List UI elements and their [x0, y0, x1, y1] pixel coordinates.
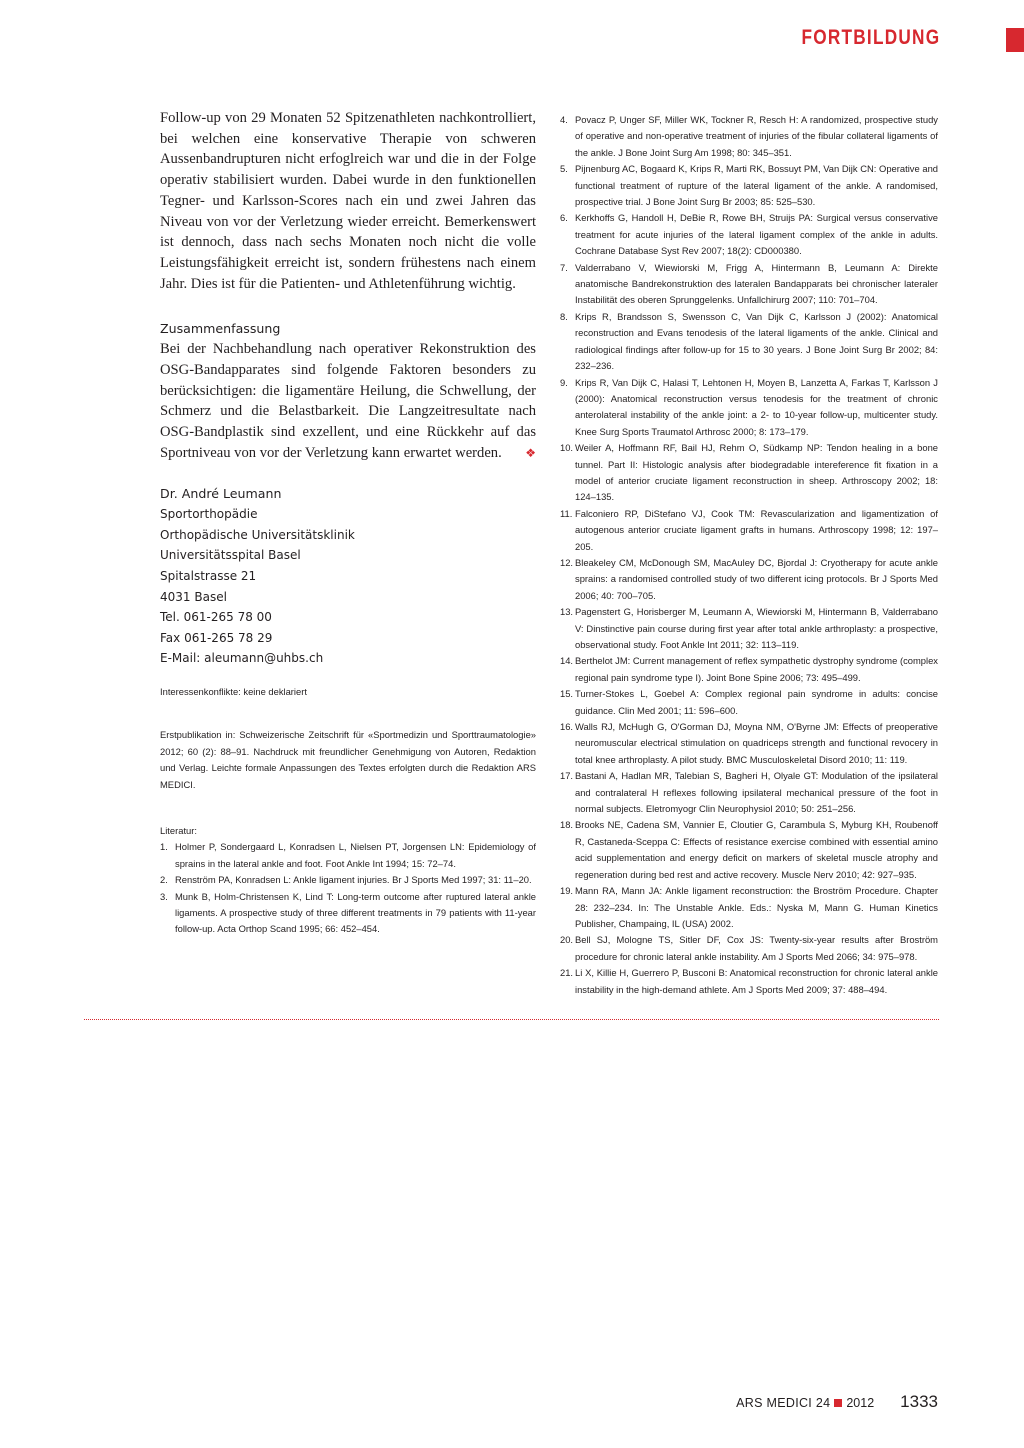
section-label: FORTBILDUNG — [801, 26, 940, 49]
reference-item — [160, 872, 536, 888]
reference-item — [560, 965, 938, 998]
reference-item — [160, 839, 536, 872]
reference-number: 17. — [560, 770, 574, 782]
author-line: Tel. 061-265 78 00 — [160, 610, 272, 625]
reference-text: Renström PA, Konradsen L: Ankle ligament injuries. Br J Sports Med 1997; 31: 11–20. — [175, 874, 532, 886]
reference-number: 4. — [560, 114, 568, 125]
reference-item — [560, 112, 938, 161]
square-separator-icon — [834, 1399, 842, 1407]
reference-number: 8. — [560, 310, 568, 322]
author-email[interactable]: E-Mail: aleumann@uhbs.ch — [160, 651, 324, 666]
reference-item — [560, 719, 938, 768]
reference-text: Li X, Killie H, Guerrero P, Busconi B: Anatomical reconstruction for chronic lateral ankle instability in the high-demand athlete. Am J Sports Med 2009; 37: 488–494. — [575, 967, 938, 995]
section-marker — [1006, 28, 1024, 52]
reference-number: 12. — [560, 556, 574, 568]
author-block — [160, 484, 536, 669]
reference-item — [560, 555, 938, 604]
reference-text: Pijnenburg AC, Bogaard K, Krips R, Marti RK, Bossuyt PM, Van Dijk CN: Operative and functional treatment of rupture of the lateral ligament of the ankle. A randomised, prospective trial. J Bone Joint Surg Br 2003; 85: 525–530. — [575, 163, 938, 208]
conflicts-note: Interessenkonflikte: keine deklariert — [160, 685, 307, 697]
reference-item — [560, 768, 938, 817]
reference-number: 13. — [560, 606, 574, 618]
right-column — [560, 112, 938, 998]
reference-list-left — [160, 839, 536, 937]
reference-item — [560, 506, 938, 555]
reference-number: 14. — [560, 655, 574, 667]
reference-text: Bell SJ, Mologne TS, Sitler DF, Cox JS: Twenty-six-year results after Broström procedure for chronic lateral ankle instability. Am J Sports Med 2066; 34: 975–978. — [575, 934, 938, 962]
reference-number: 9. — [560, 376, 568, 388]
reference-item — [560, 210, 938, 259]
publication-note: Erstpublikation in: Schweizerische Zeitschrift für «Sportmedizin und Sporttraumatologie» 2012; 60 (2): 88–91. Nachdruck mit freundlicher Genehmigung von Autoren, Redaktion und Verlag. Leichte formale Anpassungen des Textes erfolgten durch die Redaktion ARS MEDICI. — [160, 729, 536, 790]
reference-number: 5. — [560, 163, 568, 175]
body-paragraph: Follow-up von 29 Monaten 52 Spitzenathleten nachkontrolliert, bei welchen eine konservative Therapie von schweren Aussenbandrupturen nicht erfoglreich war und die in der Folge operativ stabilisiert wurden. Dabei wurde in den funktionellen Tegner- und Karlsson-Scores nach ein und zwei Jahren das Niveau von vor der Verletzung wieder erreicht. Bemerkenswert ist dennoch, dass nach sechs Monaten noch nicht die volle Leistungsfähigkeit erreicht ist, sondern frühestens nach einem Jahr. Dies ist für die Patienten- und Athletenführung wichtig. — [160, 110, 536, 292]
author-line: Fax 061-265 78 29 — [160, 630, 273, 645]
reference-number: 15. — [560, 688, 574, 700]
reference-text: Walls RJ, McHugh G, O'Gorman DJ, Moyna NM, O'Byrne JM: Effects of preoperative neuromuscular electrical stimulation on quadriceps strength and functional revocery in total knee arthroplasty. A pilot study. BMC Musculoskeletal Disord 2010; 11: 119. — [575, 721, 938, 765]
left-column — [160, 108, 536, 938]
reference-text: Kerkhoffs G, Handoll H, DeBie R, Rowe BH, Struijs PA: Surgical versus conservative treatment for acute injuries of the lateral ligament complex of the ankle in adults. Cochrane Database Syst Rev 2007; 18(2): CD000380. — [575, 212, 938, 257]
summary-text: Bei der Nachbehandlung nach operativer Rekonstruktion des OSG-Bandapparates sind folgende Faktoren besonders zu berücksichtigen: die ligamentäre Heilung, die Schwellung, der Schmerz und die Belastbarkeit. Die Langzeitresultate nach OSG-Bandplastik sind exzellent, und eine Rückkehr auf das Sportniveau von vor der Verletzung kann erwartet werden. — [160, 341, 536, 461]
reference-number: 21. — [560, 967, 574, 979]
reference-list-right — [560, 112, 938, 998]
author-line: Universitätsspital Basel — [160, 548, 301, 563]
end-mark-icon: ❖ — [525, 445, 536, 460]
author-line: Spitalstrasse 21 — [160, 568, 257, 583]
reference-item — [560, 375, 938, 441]
author-line: Orthopädische Universitätsklinik — [160, 527, 355, 542]
reference-number: 7. — [560, 261, 568, 273]
summary-paragraph — [160, 339, 536, 463]
reference-number: 16. — [560, 721, 574, 733]
reference-text: Pagenstert G, Horisberger M, Leumann A, Wiewiorski M, Hintermann B, Valderrabano V: Dinstinctive pain course during first year after total ankle arthroplasty: a prospective, observational study. Foot Ankle Int 2011; 32: 113–119. — [575, 606, 938, 650]
reference-text: Povacz P, Unger SF, Miller WK, Tockner R, Resch H: A randomized, prospective study of operative and non-operative treatment of injuries of the fibular collateral ligaments of the ankle. J Bone Joint Surg Am 1998; 80: 345–351. — [575, 114, 938, 158]
reference-text: Bleakeley CM, McDonough SM, MacAuley DC, Bjordal J: Cryotherapy for acute ankle sprains: a randomised controlled study of two different icing protocols. Br J Sports Med 2006; 40: 700–705. — [575, 556, 938, 601]
author-line: 4031 Basel — [160, 589, 227, 604]
reference-text: Krips R, Brandsson S, Swensson C, Van Dijk C, Karlsson J (2002): Anatomical reconstruction and Evans tenodesis of the lateral ligaments of the ankle. Clinical and radiological findings after follow-up for 15 to 30 years. J Bone Joint Surg Br 2002; 84: 232–236. — [575, 310, 938, 372]
reference-number: 3. — [160, 890, 168, 902]
reference-text: Holmer P, Sondergaard L, Konradsen L, Nielsen PT, Jorgensen LN: Epidemiology of sprains in the lateral ankle and foot. Foot Ankle Int 1994; 15: 72–74. — [175, 841, 536, 869]
reference-text: Brooks NE, Cadena SM, Vannier E, Cloutier G, Carambula S, Myburg KH, Roubenoff R, Castaneda-Sceppa C: Effects of resistance exercise combined with essential amino acid supplementation and energy deficit on markers of skeletal muscle atrophy and regeneration during bed rest and active recovery. Muscle Nerv 2010; 42: 927–935. — [575, 819, 938, 880]
reference-text: Berthelot JM: Current management of reflex sympathetic dystrophy syndrome (complex regional pain syndrome type I). Joint Bone Spine 2006; 73: 495–499. — [575, 655, 938, 683]
literatur-label: Literatur: — [160, 824, 197, 836]
reference-text: Mann RA, Mann JA: Ankle ligament reconstruction: the Broström Procedure. Chapter 28: 232–234. In: The Unstable Ankle. Eds.: Nyska M, Mann G. Human Kinetics Publisher, Champaing, IL (USA) 2002. — [575, 885, 938, 929]
dotted-divider — [84, 1019, 939, 1020]
reference-number: 1. — [160, 841, 168, 853]
reference-text: Krips R, Van Dijk C, Halasi T, Lehtonen H, Moyen B, Lanzetta A, Farkas T, Karlsson J (2000): Anatomical reconstruction versus tenodesis for the treatment of chronic anterolateral instability of the ankle joint: a 2- to 10-year follow-up, multicenter study. Knee Surg Sports Traumatol Arthrosc 2000; 8: 173–179. — [575, 376, 938, 437]
author-name: Dr. André Leumann — [160, 485, 282, 501]
reference-item — [560, 686, 938, 719]
reference-text: Falconiero RP, DiStefano VJ, Cook TM: Revascularization and ligamentization of autogenous anterior cruciate ligament grafts in humans. Arthroscopy 1998; 12: 197–205. — [575, 507, 938, 552]
journal-name: ARS MEDICI 24 — [736, 1396, 831, 1410]
reference-number: 6. — [560, 212, 568, 224]
reference-item — [160, 889, 536, 938]
reference-text: Weiler A, Hoffmann RF, Bail HJ, Rehm O, Südkamp NP: Tendon healing in a bone tunnel. Part II: Histologic analysis after biodegradable intereference fit fixation in a model of anterior cruciate ligament reconstruction in sheep. Arthroscopy 2002; 18: 124–135. — [575, 442, 938, 503]
reference-number: 2. — [160, 874, 168, 886]
reference-item — [560, 817, 938, 883]
reference-item — [560, 260, 938, 309]
reference-item — [560, 161, 938, 210]
summary-heading: Zusammenfassung — [160, 321, 281, 337]
reference-item — [560, 653, 938, 686]
reference-item — [560, 440, 938, 506]
journal-year: 2012 — [846, 1396, 875, 1410]
reference-number: 18. — [560, 819, 574, 831]
reference-number: 10. — [560, 442, 574, 454]
reference-item — [560, 932, 938, 965]
reference-text: Bastani A, Hadlan MR, Talebian S, Bagheri H, Olyale GT: Modulation of the ipsilateral and contralateral H reflexes following ipsilateral mechanical pressure of the foot in normal subjects. Eletromyogr Clin Neurophysiol 2010; 50: 251–256. — [575, 770, 938, 815]
author-line: Sportorthopädie — [160, 507, 258, 522]
reference-item — [560, 883, 938, 932]
reference-text: Turner-Stokes L, Goebel A: Complex regional pain syndrome in adults: concise guidance. Clin Med 2001; 11: 596–600. — [575, 688, 938, 716]
reference-text: Valderrabano V, Wiewiorski M, Frigg A, Hintermann B, Leumann A: Direkte anatomische Bandrekonstruktion des lateralen Bandapparats bei chronischer lateraler Instabilität des oberen Sprunggelenks. Unfallchirurg 2007; 110: 701–704. — [575, 261, 938, 306]
page-number: 1333 — [900, 1392, 938, 1411]
reference-number: 11. — [560, 507, 573, 519]
reference-number: 19. — [560, 885, 574, 897]
page-footer — [736, 1392, 938, 1412]
reference-item — [560, 309, 938, 375]
reference-number: 20. — [560, 934, 574, 946]
reference-item — [560, 604, 938, 653]
reference-text: Munk B, Holm-Christensen K, Lind T: Long-term outcome after ruptured lateral ankle ligaments. A prospective study of three different treatments in 79 patients with 11-year follow-up. Acta Orthop Scand 1995; 66: 452–454. — [175, 890, 536, 935]
